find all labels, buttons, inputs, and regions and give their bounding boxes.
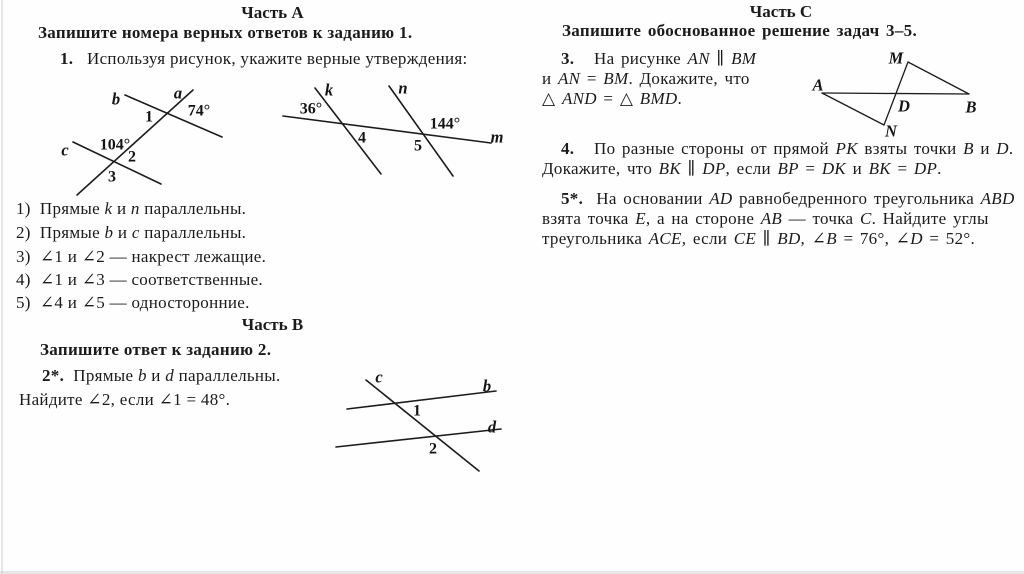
problem-5-line2: взята точка E, а на стороне AB — точка C. Найдите углы bbox=[542, 209, 989, 228]
figure2-angle-36: 36° bbox=[299, 100, 323, 118]
scan-edge-left bbox=[1, 0, 3, 574]
figure2-label-k: k bbox=[324, 80, 334, 100]
problem-3-line3: △ AND = △ BMD. bbox=[542, 89, 683, 108]
figure1-angle-74: 74° bbox=[187, 102, 211, 120]
problem-5-line3: треугольника ACE, если CE ∥ BD, ∠B = 76°, ∠D = 52°. bbox=[542, 229, 976, 248]
figure-problem1-right bbox=[281, 78, 503, 182]
figure1-label-c: c bbox=[61, 140, 69, 160]
figure2-angle-4: 4 bbox=[358, 129, 366, 147]
segment-AN bbox=[822, 93, 884, 125]
figure3-label-d: d bbox=[487, 417, 497, 437]
line-c bbox=[366, 380, 479, 471]
line-d bbox=[336, 429, 501, 447]
statement-4: 4) ∠1 и ∠3 — соответственные. bbox=[16, 270, 263, 289]
figure4-label-N: N bbox=[885, 121, 897, 141]
part-c-title: Часть С bbox=[749, 2, 813, 21]
segment-MB bbox=[908, 62, 969, 94]
figure1-label-a: a bbox=[173, 83, 183, 103]
figure-problem2 bbox=[333, 363, 511, 477]
problem-4-line1: 4. По разные стороны от прямой PK взяты точки B и D. bbox=[561, 139, 1014, 158]
statement-2: 2) Прямые b и c параллельны. bbox=[16, 223, 247, 242]
figure1-angle-104: 104° bbox=[99, 136, 131, 154]
figure3-label-b: b bbox=[482, 376, 492, 396]
problem-2-line1: 2*. Прямые b и d параллельны. bbox=[42, 366, 281, 385]
figure1-angle-1: 1 bbox=[145, 108, 153, 126]
figure4-label-A: A bbox=[812, 75, 824, 95]
statement-5: 5) ∠4 и ∠5 — односторонние. bbox=[16, 293, 250, 312]
figure3-angle-1: 1 bbox=[413, 402, 421, 420]
part-c-instruction: Запишите обоснованное решение задач 3–5. bbox=[562, 21, 918, 40]
part-a-title: Часть А bbox=[241, 3, 304, 22]
part-b-instruction: Запишите ответ к заданию 2. bbox=[40, 340, 272, 359]
line-k bbox=[315, 88, 381, 174]
figure1-angle-2: 2 bbox=[128, 148, 136, 166]
figure4-label-M: M bbox=[888, 48, 904, 68]
problem-1-text: 1. Используя рисунок, укажите верные утверждения: bbox=[60, 49, 468, 68]
problem-3-line1: 3. На рисунке AN ∥ BM bbox=[561, 49, 757, 68]
problem-3-line2: и AN = BM. Докажите, что bbox=[542, 69, 750, 88]
problem-5-line1: 5*. На основании AD равнобедренного треугольника ABD bbox=[561, 189, 1015, 208]
figure4-label-D: D bbox=[898, 96, 910, 116]
figure3-angle-2: 2 bbox=[429, 440, 437, 458]
problem-2-line2: Найдите ∠2, если ∠1 = 48°. bbox=[19, 390, 231, 409]
part-b-title: Часть В bbox=[241, 315, 304, 334]
figure2-label-m: m bbox=[490, 127, 504, 147]
problem-4-line2: Докажите, что BK ∥ DP, если BP = DK и BK = DP. bbox=[542, 159, 942, 178]
figure2-angle-5: 5 bbox=[414, 137, 422, 155]
figure4-label-B: B bbox=[965, 97, 977, 117]
figure1-angle-3: 3 bbox=[108, 168, 116, 186]
figure3-label-c: c bbox=[375, 367, 383, 387]
figure2-angle-144: 144° bbox=[429, 115, 461, 133]
statement-1: 1) Прямые k и n параллельны. bbox=[16, 199, 247, 218]
figure-problem1-left bbox=[48, 80, 228, 196]
figure-problem3 bbox=[811, 48, 989, 141]
statement-3: 3) ∠1 и ∠2 — накрест лежащие. bbox=[16, 247, 267, 266]
figure2-label-n: n bbox=[398, 78, 408, 98]
part-a-instruction: Запишите номера верных ответов к заданию 1. bbox=[38, 23, 413, 42]
line-a bbox=[77, 90, 193, 195]
figure1-label-b: b bbox=[111, 89, 121, 109]
line-b bbox=[347, 391, 496, 409]
